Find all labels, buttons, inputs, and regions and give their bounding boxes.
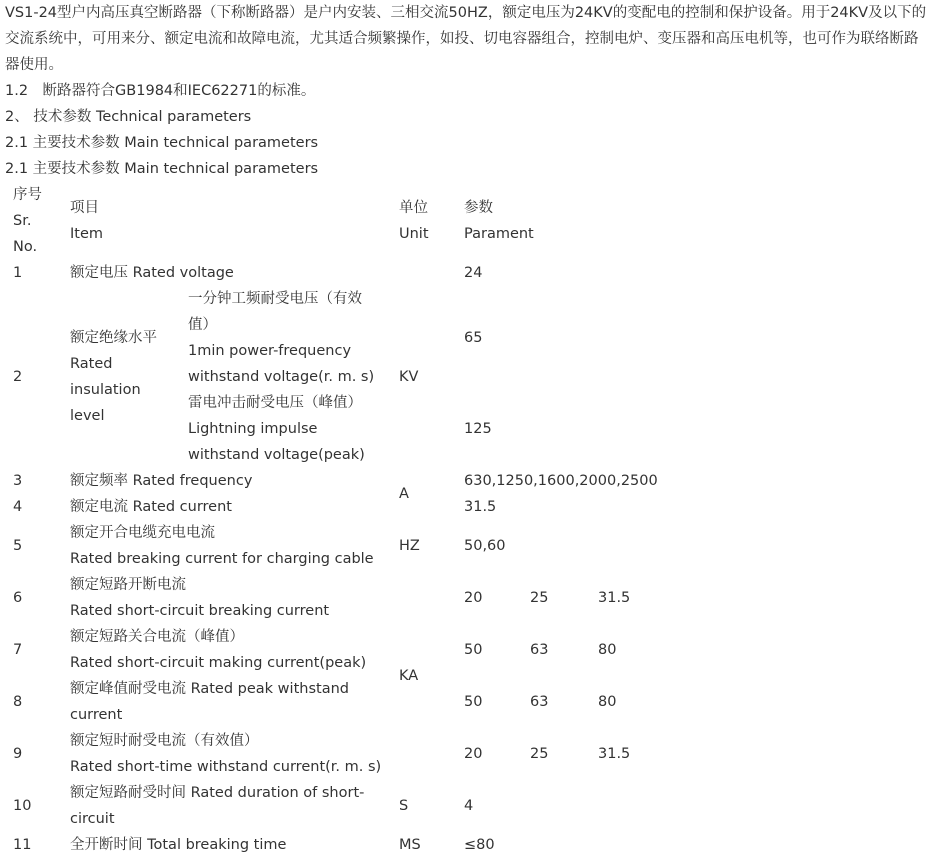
table-row: 2 额定绝缘水平 Rated insulation level 一分钟工频耐受电压（有效 值） 1min power-frequency withstand voltage(r. m. s) KV 65: [13, 286, 798, 390]
table-row: 雷电冲击耐受电压（峰值） Lightning impulse withstand voltage(peak) 125: [13, 390, 798, 468]
table-row: 6 额定短路开断电流 Rated short-circuit breaking current KA 20 25 31.5: [13, 577, 631, 684]
table-row: 8 额定峰值耐受电流 Rated peak withstand current 50 63 80: [13, 681, 617, 723]
table-row: 10 额定短路耐受时间 Rated duration of short- circuit S 4: [13, 785, 474, 827]
subsection-heading: 2.1 主要技术参数 Main technical parameters: [5, 135, 319, 151]
table-row: 9 额定短时耐受电流（有效值） Rated short-time withstand current(r. m. s) 20 25 31.5: [13, 733, 631, 775]
table-row: 5 额定开合电缆充电电流 Rated breaking current for charging cable HZ 50,60: [13, 525, 506, 567]
table-row: 4 额定电流 Rated current 31.5: [13, 499, 497, 515]
lightning-impulse-subitem: 雷电冲击耐受电压（峰值） Lightning impulse withstand voltage(peak): [188, 395, 365, 463]
table-header-row: [13, 182, 798, 260]
table-row: 3 额定频率 Rated frequency A 630,1250,1600,2000,2500: [13, 473, 658, 502]
header-unit: 单位 Unit: [399, 200, 429, 242]
subsection-heading-repeat: 2.1 主要技术参数 Main technical parameters: [5, 161, 319, 177]
table-row: 1 额定电压 Rated voltage 24: [13, 265, 483, 281]
standard-line: 1.2 断路器符合GB1984和IEC62271的标准。: [5, 83, 316, 99]
intro-paragraph: VS1-24型户内高压真空断路器（下称断路器）是户内安装、三相交流50HZ，额定电压为24KV的变配电的控制和保护设备。用于24KV及以下的交流系统中，可用来分、额定电流和故障电流，尤其适合频繁操作，如投、切电容器组合，控制电炉、变压器和高压电机等，也可作为联络断路器使用。: [5, 5, 927, 73]
table-row: 7 额定短路关合电流（峰值） Rated short-circuit making current(peak) 50 63 80: [13, 629, 617, 671]
header-param: 参数 Parament: [464, 200, 534, 242]
header-no: 序号 Sr. No.: [13, 187, 42, 255]
insulation-item: 额定绝缘水平 Rated insulation level: [70, 330, 157, 424]
parameters-table: [13, 182, 798, 858]
section-heading: 2、 技术参数 Technical parameters: [5, 109, 252, 125]
table-row: 11 全开断时间 Total breaking time MS ≤80: [13, 837, 495, 853]
header-item: 项目 Item: [70, 200, 104, 242]
power-frequency-subitem: 一分钟工频耐受电压（有效 值） 1min power-frequency withstand voltage(r. m. s): [188, 291, 375, 385]
